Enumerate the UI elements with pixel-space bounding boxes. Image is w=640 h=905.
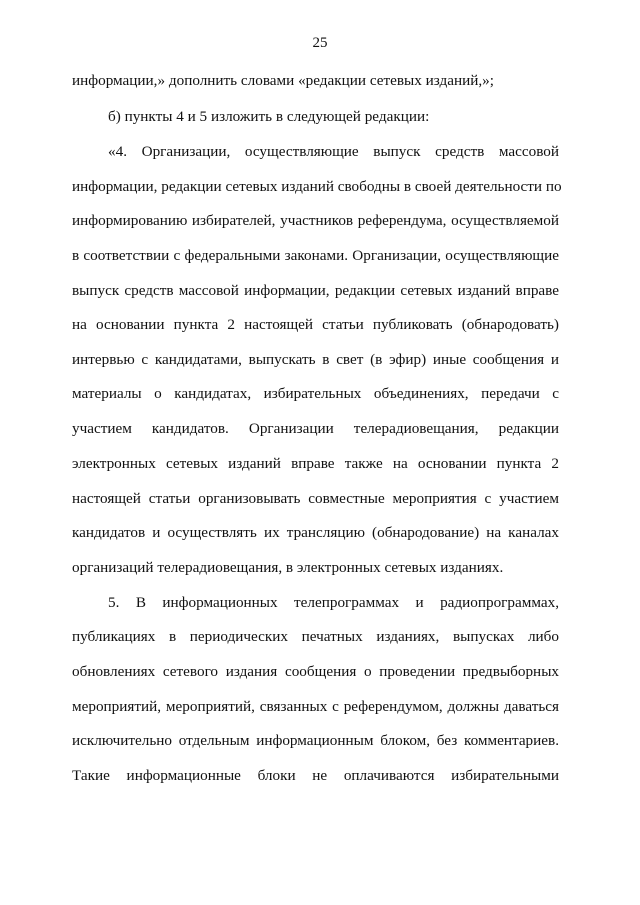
text-line: исключительно отдельным информационным блоком, без комментариев.	[72, 732, 559, 749]
text-line: кандидатов и осуществлять их трансляцию (обнародование) на каналах	[72, 524, 559, 541]
text-line: публикациях в периодических печатных изданиях, выпусках либо	[72, 628, 559, 645]
text-line: 5. В информационных телепрограммах и радиопрограммах,	[108, 594, 559, 611]
text-line: выпуск средств массовой информации, редакции сетевых изданий вправе	[72, 282, 559, 299]
text-line: в соответствии с федеральными законами. Организации, осуществляющие	[72, 247, 559, 264]
text-line: обновлениях сетевого издания сообщения о проведении предвыборных	[72, 663, 559, 680]
text-line: материалы о кандидатах, избирательных объединениях, передачи с	[72, 385, 559, 402]
text-line: информированию избирателей, участников референдума, осуществляемой	[72, 212, 559, 229]
text-line: мероприятий, мероприятий, связанных с референдумом, должны даваться	[72, 698, 559, 715]
text-line: информации,» дополнить словами «редакции сетевых изданий,»;	[72, 72, 494, 89]
text-line: интервью с кандидатами, выпускать в свет (в эфир) иные сообщения и	[72, 351, 559, 368]
text-line: настоящей статьи организовывать совместные мероприятия с участием	[72, 490, 559, 507]
text-line: Такие информационные блоки не оплачиваются избирательными	[72, 767, 559, 784]
text-line: электронных сетевых изданий вправе также на основании пункта 2	[72, 455, 559, 472]
text-line: б) пункты 4 и 5 изложить в следующей редакции:	[108, 108, 430, 125]
text-line: на основании пункта 2 настоящей статьи публиковать (обнародовать)	[72, 316, 559, 333]
page-number: 25	[312, 35, 328, 51]
text-line: информации, редакции сетевых изданий свободны в своей деятельности по	[72, 178, 562, 195]
text-line: «4. Организации, осуществляющие выпуск средств массовой	[108, 143, 559, 160]
text-line: организаций телерадиовещания, в электронных сетевых изданиях.	[72, 559, 504, 576]
text-line: участием кандидатов. Организации телерадиовещания, редакции	[72, 420, 559, 437]
